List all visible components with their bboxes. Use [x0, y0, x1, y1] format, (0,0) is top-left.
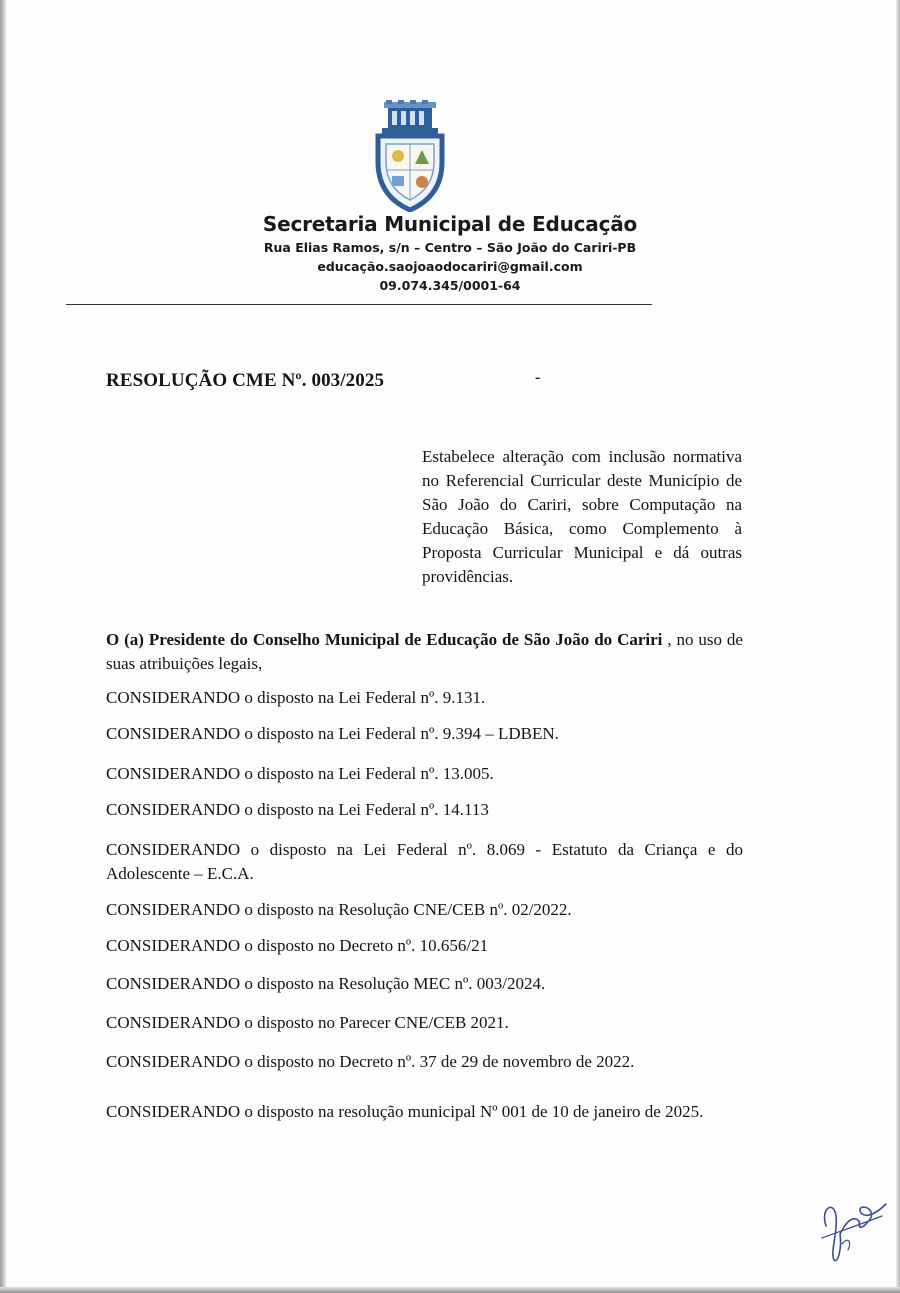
preamble-rest: , no uso de suas atribuições legais, [106, 630, 743, 673]
considerando-1: CONSIDERANDO o disposto na Lei Federal nº. 9.131. [106, 688, 486, 707]
page-edge-bottom [0, 1287, 900, 1293]
considerando-3: CONSIDERANDO o disposto na Lei Federal nº. 13.005. [106, 764, 494, 783]
considerando-7: CONSIDERANDO o disposto no Decreto nº. 10.656/21 [106, 936, 489, 955]
municipal-crest-icon [370, 100, 450, 212]
letterhead-address: Rua Elias Ramos, s/n – Centro – São João do Cariri-PB [263, 240, 637, 255]
page-edge-left [0, 0, 6, 1293]
letterhead [150, 212, 750, 295]
letterhead-title: Secretaria Municipal de Educação [262, 212, 638, 236]
header-divider [66, 304, 652, 305]
considerando-5: CONSIDERANDO o disposto na Lei Federal nº. 8.069 - Estatuto da Criança e do Adolescente – E.C.A. [106, 840, 743, 883]
considerando-11: CONSIDERANDO o disposto na resolução municipal Nº 001 de 10 de janeiro de 2025. [106, 1102, 704, 1121]
preamble-authority: O (a) Presidente do Conselho Municipal de Educação de São João do Cariri [106, 630, 663, 649]
letterhead-cnpj: 09.074.345/0001-64 [379, 278, 521, 293]
considerando-9: CONSIDERANDO o disposto no Parecer CNE/CEB 2021. [106, 1013, 509, 1032]
considerando-10: CONSIDERANDO o disposto no Decreto nº. 37 de 29 de novembro de 2022. [106, 1052, 635, 1071]
considerando-6: CONSIDERANDO o disposto na Resolução CNE/CEB nº. 02/2022. [106, 900, 572, 919]
considerando-8: CONSIDERANDO o disposto na Resolução MEC nº. 003/2024. [106, 974, 546, 993]
considerando-4: CONSIDERANDO o disposto na Lei Federal nº. 14.113 [106, 800, 489, 819]
resolution-ementa: Estabelece alteração com inclusão normativa no Referencial Curricular deste Município de São João do Cariri, sobre Computação na Educação Básica, como Complemento à Proposta Curricular Municipal e dá outras providências. [422, 447, 742, 586]
preamble-paragraph [106, 628, 743, 676]
letterhead-email: educação.saojoaodocariri@gmail.com [317, 259, 583, 274]
signature-icon [812, 1186, 892, 1266]
considerando-2: CONSIDERANDO o disposto na Lei Federal nº. 9.394 – LDBEN. [106, 724, 559, 743]
dash-mark: - [535, 369, 541, 386]
page-edge-right [896, 0, 900, 1293]
resolution-title: RESOLUÇÃO CME Nº. 003/2025 [106, 370, 385, 391]
